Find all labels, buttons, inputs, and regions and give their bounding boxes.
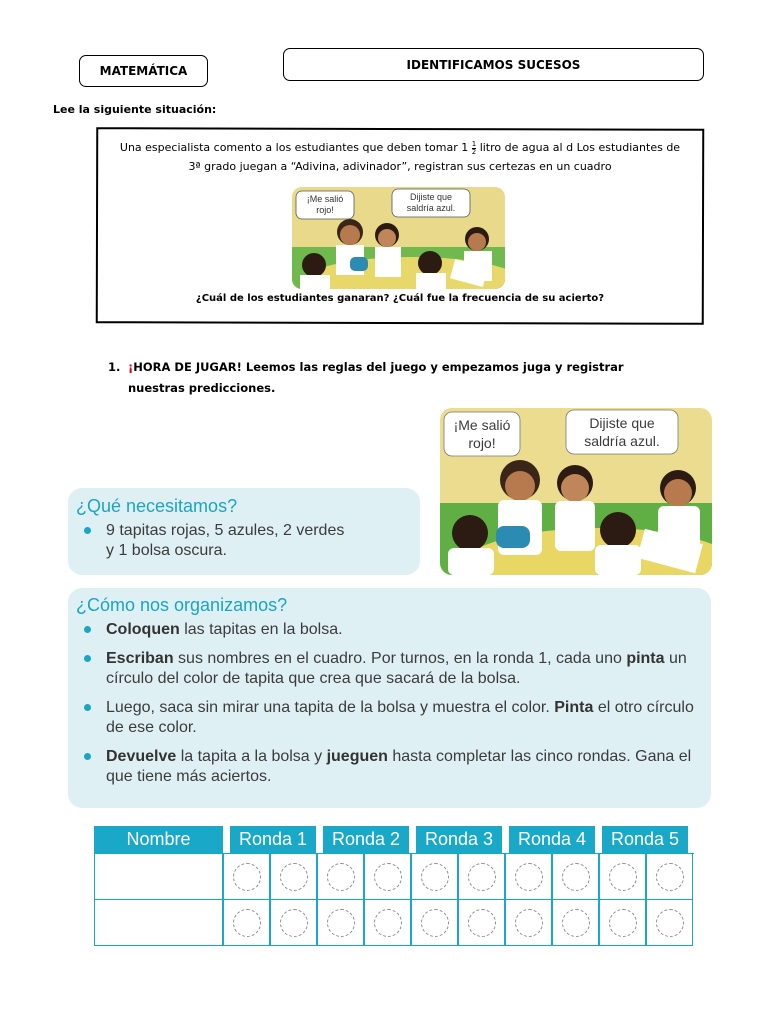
result-circle[interactable] [280, 863, 308, 891]
bullet-icon [84, 527, 91, 534]
situation-text-line2: 3ª grado juegan a “Adivina, adivinador”, registran sus certezas en un cuadro [188, 160, 612, 173]
organize-item-4 [72, 747, 711, 787]
organize-item-3-bold: Pinta [554, 699, 594, 716]
prediction-circle[interactable] [327, 863, 355, 891]
sit-bubble-1-line2: rojo! [316, 205, 334, 215]
organize-item-4-rest: hasta completar las cinco rondas. Gana el que tiene más aciertos. [106, 748, 692, 785]
result-circle[interactable] [562, 909, 590, 937]
fraction-denominator: 2 [471, 147, 477, 156]
needs-item-line2: y 1 bolsa oscura. [106, 542, 227, 559]
subject-label: MATEMÁTICA [79, 55, 208, 87]
result-circle[interactable] [374, 863, 402, 891]
table-header [94, 826, 694, 853]
fraction-numerator: 1 [471, 139, 477, 148]
prediction-circle[interactable] [421, 863, 449, 891]
organize-item-1-bold: Coloquen [106, 621, 180, 638]
step-number: 1. [108, 360, 121, 374]
header-round-1: Ronda 1 [230, 826, 316, 853]
organize-item-2-bold: Escriban [106, 650, 174, 667]
organize-item-4-bold: Devuelve [106, 748, 177, 765]
sit-bubble-2-line1: Dijiste que [409, 192, 453, 202]
header-round-2: Ronda 2 [323, 826, 409, 853]
organize-item-1 [72, 620, 711, 640]
organize-item-2-bold2: pinta [626, 650, 665, 667]
organize-item-3-a: Luego, saca sin mirar una tapita de la bolsa y muestra el color. [106, 699, 555, 716]
organize-item-2-rest: un círculo del color de tapita que crea que sacará de la bolsa. [106, 650, 687, 687]
bubble-1-line1: ¡Me salió [453, 417, 511, 433]
children-illustration [440, 408, 712, 575]
result-circle[interactable] [656, 909, 684, 937]
prediction-circle[interactable] [609, 863, 637, 891]
rounds-table [94, 826, 694, 946]
prediction-circle[interactable] [233, 863, 261, 891]
sit-bubble-2-line2: saldría azul. [406, 203, 456, 213]
situation-illustration [292, 187, 505, 289]
bullet-icon [84, 704, 91, 711]
situation-text-line1-b: litro de agua al d Los estudiantes de [476, 141, 681, 154]
prediction-circle[interactable] [421, 909, 449, 937]
result-circle[interactable] [468, 863, 496, 891]
organize-item-2 [72, 649, 711, 689]
organize-item-1-rest: las tapitas en la bolsa. [179, 621, 343, 638]
prediction-circle[interactable] [515, 909, 543, 937]
organize-title: ¿Cómo nos organizamos? [76, 595, 288, 615]
organize-panel [68, 588, 711, 808]
needs-panel [68, 488, 420, 575]
result-circle[interactable] [468, 909, 496, 937]
bullet-icon [84, 655, 91, 662]
result-circle[interactable] [656, 863, 684, 891]
page-title: IDENTIFICAMOS SUCESOS [283, 48, 704, 81]
table-body [94, 853, 694, 946]
table-row [94, 854, 694, 900]
organize-item-3-rest: el otro círculo de ese color. [106, 699, 694, 736]
header-round-4: Ronda 4 [509, 826, 595, 853]
bubble-2-line1: Dijiste que [589, 415, 655, 431]
step-highlight: ¡ [128, 360, 134, 374]
organize-item-2-mid: sus nombres en el cuadro. Por turnos, en la ronda 1, cada uno [173, 650, 627, 667]
header-name: Nombre [94, 826, 223, 853]
header-round-5: Ronda 5 [602, 826, 688, 853]
step-1 [108, 357, 668, 399]
step-line1: HORA DE JUGAR! Leemos las reglas del juego y empezamos juga y registrar [133, 360, 624, 374]
name-cell[interactable] [94, 854, 223, 900]
prediction-circle[interactable] [327, 909, 355, 937]
bubble-1-line2: rojo! [468, 435, 496, 451]
needs-item-line1: 9 tapitas rojas, 5 azules, 2 verdes [106, 522, 345, 539]
bubble-2-line2: saldría azul. [584, 433, 660, 449]
result-circle[interactable] [562, 863, 590, 891]
situation-question: ¿Cuál de los estudiantes ganaran? ¿Cuál fue la frecuencia de su acierto? [195, 293, 605, 304]
prediction-circle[interactable] [609, 909, 637, 937]
organize-item-4-bold2: jueguen [326, 748, 388, 765]
sit-bubble-1-line1: ¡Me salió [306, 194, 344, 204]
table-row [94, 900, 694, 946]
intro-lead: Lee la siguiente situación: [53, 103, 217, 116]
result-circle[interactable] [374, 909, 402, 937]
prediction-circle[interactable] [233, 909, 261, 937]
bullet-icon [84, 626, 91, 633]
needs-item [72, 521, 420, 561]
header-round-3: Ronda 3 [416, 826, 502, 853]
bullet-icon [84, 753, 91, 760]
situation-text-line1-a: Una especialista comento a los estudiantes que deben tomar 1 [119, 141, 469, 154]
needs-title: ¿Qué necesitamos? [76, 496, 238, 516]
step-line2: nuestras predicciones. [128, 381, 276, 395]
name-cell[interactable] [94, 900, 223, 946]
result-circle[interactable] [280, 909, 308, 937]
organize-item-4-mid: la tapita a la bolsa y [176, 748, 327, 765]
situation-text [102, 138, 698, 176]
prediction-circle[interactable] [515, 863, 543, 891]
organize-item-3 [72, 698, 711, 738]
